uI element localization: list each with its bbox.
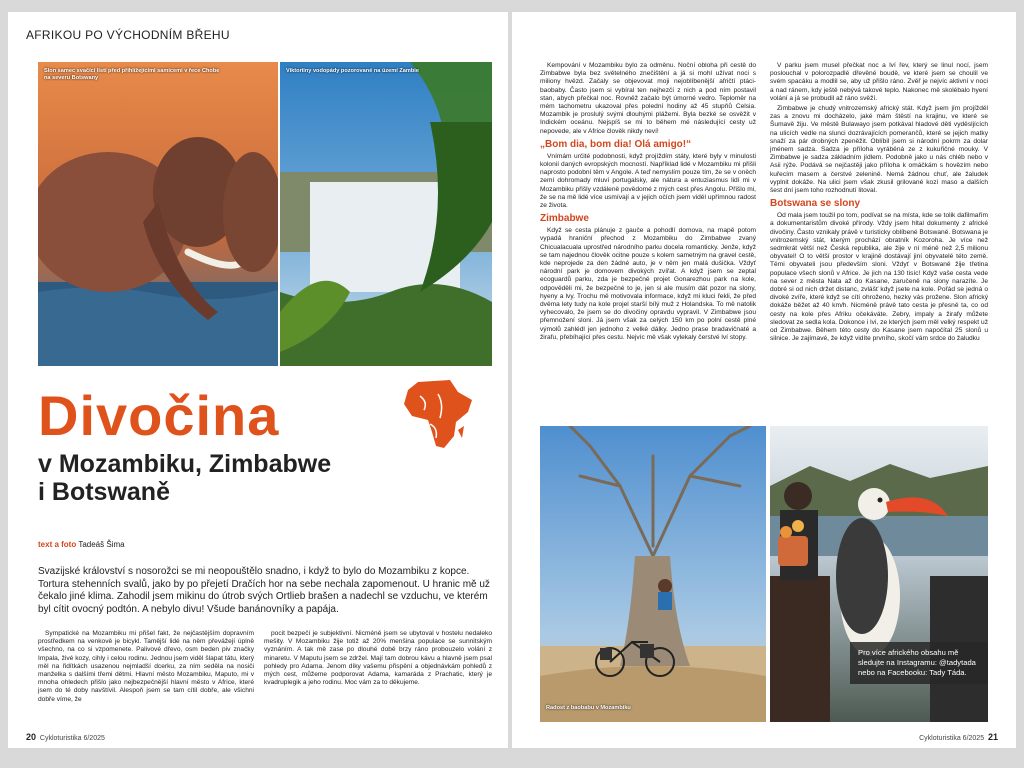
- elephant-photo: [38, 62, 278, 366]
- byline: [38, 540, 125, 549]
- page-footer: [919, 732, 998, 742]
- byline-label: text a foto: [38, 540, 77, 549]
- page-number: 20: [26, 732, 37, 742]
- lead-paragraph: Svazijské království s nosorožci se mi neopouštělo snadno, i když to bylo do Mozambiku z kopce. Tortura stehenních svalů, jako by po přejetí Dračích hor na sebe nechala zapomenout. U hranic mě už čekalo jiné klima. Zahodil jsem mikinu do útrob svých Ortlieb brašen a nadechl se vzduchu, ve kterém byl cítit ovocný podtón. A nebylo divu! Všude banánovníky a papája.: [38, 566, 490, 615]
- instagram-promo-box: Pro více afrického obsahu mě sledujte na Instagramu: @tadytada nebo na Facebooku: Tady Táda.: [850, 642, 988, 684]
- page-footer: [26, 732, 105, 742]
- paragraph: Když se cesta plánuje z gauče a pohodlí domova, na mapě potom vypadá hraniční přechod z Mozambiku do Zimbabwe zvaný Chicualacuala uprostřed národního parku docela romanticky. Jenže, když se tam najednou člověk ocitne pouze s kolem sametným na gravel cestě, kde neprojede za den žádné auto, je v něm jen malá dušička. Vždyť národní park je domovem divokých zvířat. A když jsem se zeptal ecoguardů parku, zda je bezpečné projet Gonarezhou park na kole, odpověděli mi, že bezpečné to je, jen si ale musím dát pozor na slony, hyeny a lvy. Trochu mě motivovala informace, když mi kluci řekli, že před dvěma lety tudy na kole projel starší bílý muž z Holandska. To mě natolik vyhecovalo, že jsem se do divočiny opravdu vypravil. V Zimbabwe jsou přemnožení sloni. Já jsem však za celých 150 km po polní cestě plné výmolů zahlédl jen jednoho z velké dálky. Jedno prase bradavičnaté a žirafu, přebíhající přes cestu. Nejvíc mě však vylekaly čerstvé lví stopy.: [540, 227, 756, 341]
- text-column-2: [264, 630, 492, 689]
- page-number: 21: [987, 732, 998, 742]
- photo-caption: Viktoriiny vodopády pozorované na území Zambie: [286, 68, 419, 74]
- text-column-1: [38, 630, 254, 706]
- article-title: Divočina: [38, 384, 280, 447]
- section-title: AFRIKOU PO VÝCHODNÍM BŘEHU: [26, 28, 230, 42]
- subheading: Zimbabwe: [540, 213, 589, 225]
- subheading: Botswana se slony: [770, 198, 861, 210]
- hornbill-photo: [770, 426, 988, 722]
- waterfall-photo: [280, 62, 492, 366]
- magazine-issue: Cykloturistika 6/2025: [39, 735, 105, 742]
- paragraph: Kempování v Mozambiku bylo za odměnu. Noční obloha při cestě do Zimbabwe byla bez světelného znečištění a já si mohl užívat noci s miliony hvězd. Začaly se objevovat moji nejoblíbenější afričtí ptáci-baobaby. Často jsem si vybíral ten nejhezčí z nich a pod ním postavil stan, abych přečkal noc. Rovněž začalo být úmorné vedro. Teploměr na mém tachometru ukazoval přes polední hodiny až 45 stupňů Celsia. Mozambik je proslulý svými dlouhými plážemi. Byla bezké se osvěžit v Indickém oceánu. Nejspíš se mi to během mé následující cesty už nepovede, ale v Africe člověk nikdy neví!: [540, 62, 756, 135]
- paragraph: pocit bezpečí je subjektivní. Nicméně jsem se ubytoval v hostelu nedaleko mešity. V Mozambiku žije totiž až 20% menšina populace se sunnitským vyznáním. A tak mě zase po dlouhé době brzy ráno probouzelo volání z minaretu. V Maputu jsem se zdržel. Mají tam dobrou kávu a hlavně jsem psal pohledy pro Adama. Jenom díky vašemu přispění a objednávkám pohledů z mých cest, můžeme podporovat Adama, kamaráda z Prachatic, který je kvadruplegik a jeho rodinu. Moc vám za to děkujeme.: [264, 630, 492, 687]
- paragraph: Vnímám určité podobnosti, když projíždím státy, které byly v minulosti kolonií daných evropských mocností. Například lidé v Mozambiku mi přišli naprosto podobní těm v Angole. A teď nemyslím pouze tím, že se v oněch zemí dohromady mluví portugalsky, ale nátura a entuziasmus lidí mi v Mozambiku přišly vzdáleně povědomé z mých cest přes Angolu. Přišlo mi, že se na mě lidé více usmívají a v jejich očích jsem viděl upřímnou radost ze života.: [540, 152, 756, 210]
- photo-caption: Slon samec svačící listí před přihlížejícími samicemi v řece Chobe na severu Botswany: [44, 68, 220, 81]
- paragraph: Od mala jsem toužil po tom, podívat se na místa, kde se tolik dafilmařím a dokumentaristům divoké přírody. Vždy jsem hltal dokumenty z africké divočiny. Často vznikaly právě v turisticky oblíbené Botswaně. Botswana je vnitrozemský stát, kterým prochází obratník Kozoroha. Je více než sedmkrát větší než Česká republika, ale žije v ní méně než 2,5 milionu obyvatel! O to větší prostor v krajině dostávají jiní obyvatelé této země. Těmi obyvateli jsou především sloni. Vždyť v Botswaně žije třetina populace všech slonů v Africe. Je jich na 130 tisíc! Když vaše cesta vede na sever z města Nata až do Kasane, zaručeně na slony narazíte. Je dobré si od nich držet distanc, zvlášť když jsete na kole. Pořád se jedná o divoké zvíře, které když se cítí ohroženo, hezky vás proženе. Slon africký dokáže běžet až 40 km/h. Nicméně právě tato cesta je přesně ta, co od cesty na kole přes Afriku očekáváte. Zebry, impaly a žirafy můžete sledovat ze sedla kola. Dokonce i lvi, ze kterých jsem měl velký respekt už od Zimbabwe. Během této cesty do Kasane jsem napočítal 25 slonů u silnice. Je zajímavé, že když vidíte prvního, skočí vám srdce do žaludku: [770, 212, 988, 343]
- magazine-issue: Cykloturistika 6/2025: [919, 735, 985, 742]
- article-subtitle-line2: i Botswaně: [38, 478, 170, 506]
- article-subtitle-line1: v Mozambiku, Zimbabwe: [38, 450, 332, 478]
- paragraph: Sympatické na Mozambiku mi přišel fakt, že nejčastějším dopravním prostředkem na venkově je bicykl. Tamější lidé na něm převážejí úplně všechno, na co si vzpomenete. Palivové dřevo, osm beden piv značky Impala, živé kozy, cihly i celou rodinu. Jednou jsem viděl šlapat tátu, který měl na řidítkách usazenou nejmladší dcerku, za ním seděla na nosiči manželka s dalšími třemi dětmi. Hlavní město Mozambiku, Maputo, mi v mnoha ohledech přišlo jako nejbezpečnější hlavní město v Africe, které jsem do té doby navštívil. Alespoň jsem se tam cítil dobře, ale všichni dobře víme, že: [38, 630, 254, 703]
- photo-caption: Radost z baobabu v Mozambiku: [546, 705, 631, 711]
- text-column-b: [770, 62, 988, 424]
- paragraph: V parku jsem musel přečkat noc a lví řev, který se linul nocí, jsem poslouchal v polorozpadlé dřevěné boudě, ve které jsem se choulil ve svém spacáku a modlil se, aby už přišlo ráno. Zvěř je nejvíc aktivní v noci a nad ránem, kdy ještě nebývá takové teplo. Nakonec mě skolébalo hyení volání a já se probudil až ráno svěží.: [770, 62, 988, 102]
- right-page: [512, 12, 1016, 748]
- africa-map-icon: [398, 374, 478, 454]
- byline-author: Tadeáš Šima: [78, 540, 125, 549]
- baobab-photo: [540, 426, 766, 722]
- subheading: „Bom dia, bom dia! Olá amigo!“: [540, 138, 692, 150]
- text-column-a: [540, 62, 756, 424]
- left-page: [8, 12, 508, 748]
- paragraph: Zimbabwe je chudý vnitrozemský africký stát. Když jsem jím projížděl zas a znovu mi docházelo, jaké mám štěstí na krajinu, ve které se Šumavě žiju. Ve městě Bulawayo jsem potkával hladové děti vyděsljících na ulicích vedle na slunci dozrávajících pomerančů, které se jejich matky snaží za pár drobných zpeněžit. Oblíbil jsem si národní pokrm za dolar jménem sadza. Sadza je příloha vyráběná ze z kukuřičné mouky. V Zimbabwe je sadza základním jídlem. Podobně jako u nás chléb nebo v Asii rýže. Podává se nejčastěji jako příloha k omáčkám s hovězím nebo kuřecím masem a čerstvé zelenině. Nemá žádnou chuť, ale žaludek vyplnit dokáže. Na ulici jsem však zkusil grilované kozí maso a dalších šest dní jsem toho rozhodnutí litoval.: [770, 105, 988, 195]
